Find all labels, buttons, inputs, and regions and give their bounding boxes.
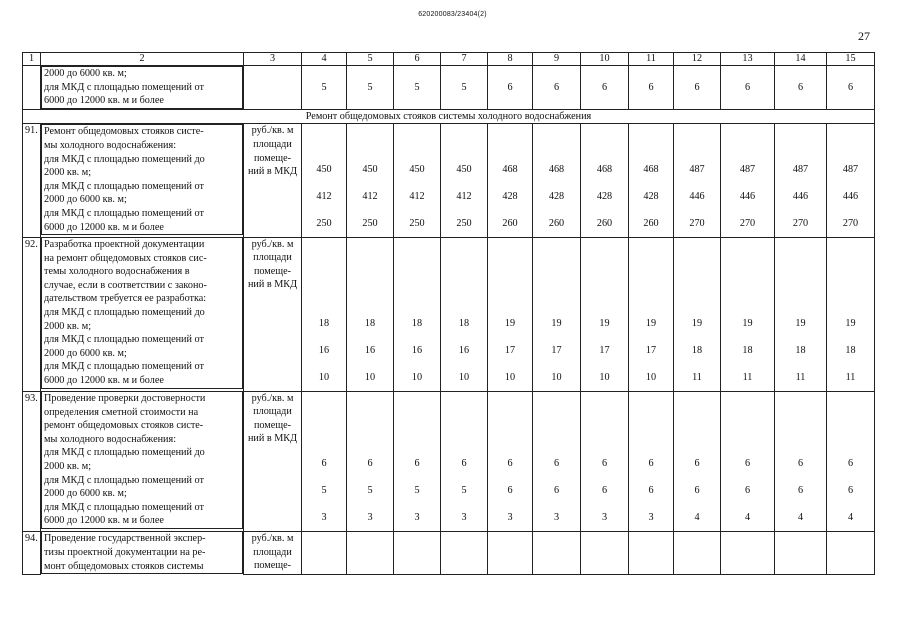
- text-line: для МКД с площадью помещений до: [44, 153, 205, 165]
- value: 428: [643, 190, 659, 202]
- value-cell: [533, 237, 581, 391]
- value: 11: [845, 371, 856, 383]
- value-cell: 6: [488, 66, 533, 110]
- value-cell: [629, 531, 674, 574]
- text-line: для МКД с площадью помещений от: [44, 334, 204, 346]
- column-header-8: 8: [488, 53, 533, 66]
- value-cell: [533, 391, 581, 531]
- row-number: 94.: [23, 531, 41, 574]
- text-line: руб./кв. м: [251, 392, 294, 404]
- value-cell: [488, 391, 533, 531]
- value-cell: [347, 391, 394, 531]
- text-line: Проведение проверки достоверности: [44, 393, 206, 405]
- value: 18: [691, 344, 703, 356]
- value: 6: [847, 484, 854, 496]
- value: 250: [409, 217, 425, 229]
- value: 10: [551, 371, 562, 383]
- value-cell: [533, 124, 581, 237]
- value: 3: [321, 511, 327, 523]
- value: 260: [596, 217, 613, 229]
- text-line: 6000 до 12000 кв. м и более: [44, 95, 164, 107]
- value: 17: [645, 344, 657, 356]
- row-unit: [244, 531, 302, 574]
- value: 6: [744, 484, 751, 496]
- text-line: 2000 кв. м;: [44, 461, 92, 473]
- value: 6: [321, 457, 327, 469]
- text-line: на ремонт общедомовых стояков сис-: [44, 252, 207, 264]
- text-line: руб./кв. м: [251, 532, 294, 544]
- row-description: [41, 531, 243, 574]
- value: 270: [792, 217, 809, 229]
- row-number: [23, 66, 41, 110]
- value: 4: [797, 511, 804, 523]
- value: 4: [847, 511, 854, 523]
- value-cell: 5: [394, 66, 441, 110]
- value: 18: [845, 344, 856, 356]
- text-line: Разработка проектной документации: [44, 239, 205, 251]
- row-description: [41, 124, 243, 235]
- value-cell: [441, 124, 488, 237]
- row-number: 91.: [23, 124, 41, 237]
- value-cell: [581, 237, 629, 391]
- value-cell: [302, 391, 347, 531]
- value-cell: [581, 531, 629, 574]
- table-row-continuation: [23, 66, 875, 110]
- value-cell: [581, 124, 629, 237]
- value: 11: [795, 371, 806, 383]
- value: 11: [742, 371, 753, 383]
- value: 260: [502, 217, 518, 229]
- text-line: площади: [253, 252, 292, 264]
- text-line: площади: [253, 406, 292, 418]
- value: 250: [316, 217, 332, 229]
- column-header-15: 15: [827, 53, 875, 66]
- value: 5: [414, 484, 420, 496]
- row-description: [41, 66, 243, 109]
- text-line: для МКД с площадью помещений до: [44, 307, 205, 319]
- value-cell: 6: [581, 66, 629, 110]
- value-cell: [827, 531, 875, 574]
- row-unit: [244, 66, 302, 110]
- text-line: мы холодного водоснабжения:: [44, 433, 177, 445]
- value: 6: [461, 457, 467, 469]
- row-description: [41, 391, 243, 529]
- value: 270: [689, 217, 705, 229]
- text-line: ний в МКД: [247, 433, 298, 445]
- column-header-3: 3: [244, 53, 302, 66]
- text-line: помеще-: [253, 560, 292, 572]
- value-cell: [674, 391, 721, 531]
- value: 17: [599, 344, 610, 356]
- value: 5: [461, 484, 467, 496]
- value: 6: [797, 484, 804, 496]
- value-cell: 6: [674, 66, 721, 110]
- value-cell: 6: [629, 66, 674, 110]
- text-line: помеще-: [253, 419, 292, 431]
- value-cell: [488, 531, 533, 574]
- value-cell: [629, 237, 674, 391]
- value: 6: [694, 484, 700, 496]
- value: 5: [367, 484, 373, 496]
- value-cell: [629, 124, 674, 237]
- value: 18: [364, 317, 376, 329]
- value: 3: [601, 511, 608, 523]
- value: 6: [367, 457, 373, 469]
- value: 487: [689, 163, 705, 175]
- row-number: 93.: [23, 391, 41, 531]
- value: 6: [797, 457, 804, 469]
- value: 446: [792, 190, 809, 202]
- value: 18: [742, 344, 753, 356]
- value-cell: [441, 237, 488, 391]
- value: 446: [689, 190, 705, 202]
- table-row: [23, 237, 875, 391]
- value: 16: [458, 344, 470, 356]
- value: 17: [504, 344, 516, 356]
- value-cell: [441, 531, 488, 574]
- value: 6: [847, 457, 854, 469]
- value-cell: [775, 124, 827, 237]
- value: 19: [795, 317, 806, 329]
- value: 19: [645, 317, 657, 329]
- value: 10: [504, 371, 516, 383]
- value-cell: [533, 531, 581, 574]
- text-line: Ремонт общедомовых стояков систе-: [44, 126, 204, 138]
- value-cell: [721, 124, 775, 237]
- value: 6: [744, 457, 751, 469]
- text-line: 6000 до 12000 кв. м и более: [44, 515, 164, 527]
- value-cell: [827, 237, 875, 391]
- column-header-row: [23, 53, 875, 66]
- value: 450: [362, 163, 378, 175]
- table-row: [23, 531, 875, 574]
- value: 6: [648, 457, 654, 469]
- text-line: для МКД с площадью помещений до: [44, 447, 205, 459]
- column-header-10: 10: [581, 53, 629, 66]
- text-line: 6000 до 12000 кв. м и более: [44, 375, 164, 386]
- value-cell: [302, 237, 347, 391]
- value: 6: [507, 457, 513, 469]
- value: 260: [643, 217, 659, 229]
- value: 6: [601, 457, 608, 469]
- text-line: ний в МКД: [247, 166, 298, 178]
- value-cell: 6: [775, 66, 827, 110]
- value: 450: [409, 163, 425, 175]
- value: 487: [739, 163, 756, 175]
- column-header-11: 11: [629, 53, 674, 66]
- column-header-5: 5: [347, 53, 394, 66]
- value-cell: [347, 531, 394, 574]
- value: 428: [502, 190, 518, 202]
- value-cell: [347, 124, 394, 237]
- value: 250: [362, 217, 378, 229]
- column-header-2: 2: [41, 53, 244, 66]
- text-line: для МКД с площадью помещений от: [44, 474, 204, 486]
- value: 6: [414, 457, 420, 469]
- value: 19: [691, 317, 703, 329]
- value: 19: [551, 317, 562, 329]
- value: 4: [694, 511, 700, 523]
- page-number: 27: [858, 29, 870, 43]
- value: 412: [409, 190, 425, 202]
- row-unit: [244, 237, 302, 391]
- text-line: руб./кв. м: [251, 238, 294, 250]
- value: 18: [411, 317, 423, 329]
- tariff-table: [22, 52, 875, 575]
- value: 4: [744, 511, 751, 523]
- value: 18: [795, 344, 806, 356]
- text-line: для МКД с площадью помещений от: [44, 180, 204, 192]
- value-cell: 6: [721, 66, 775, 110]
- value-cell: [827, 124, 875, 237]
- text-line: площади: [253, 546, 292, 558]
- value: 17: [551, 344, 562, 356]
- value: 6: [648, 484, 654, 496]
- value-cell: 5: [302, 66, 347, 110]
- value: 6: [694, 457, 700, 469]
- value: 3: [367, 511, 373, 523]
- section-title: Ремонт общедомовых стояков системы холодного водоснабжения: [23, 109, 875, 124]
- column-header-7: 7: [441, 53, 488, 66]
- value: 16: [411, 344, 423, 356]
- value: 10: [458, 371, 470, 383]
- value: 428: [596, 190, 613, 202]
- text-line: для МКД с площадью помещений от: [44, 501, 204, 513]
- value: 446: [739, 190, 756, 202]
- table-row: [23, 124, 875, 237]
- value-cell: [488, 237, 533, 391]
- value-cell: [441, 391, 488, 531]
- value-cell: 5: [441, 66, 488, 110]
- text-line: ний в МКД: [247, 279, 298, 291]
- column-header-14: 14: [775, 53, 827, 66]
- text-line: Проведение государственной экспер-: [44, 533, 206, 545]
- value: 18: [458, 317, 470, 329]
- column-header-4: 4: [302, 53, 347, 66]
- value: 6: [553, 457, 560, 469]
- value: 10: [364, 371, 376, 383]
- value: 10: [599, 371, 610, 383]
- value: 3: [648, 511, 654, 523]
- value: 468: [596, 163, 613, 175]
- text-line: тизы проектной документации на ре-: [44, 547, 206, 559]
- value-cell: [775, 237, 827, 391]
- document-id: 620200083/23404(2): [418, 11, 487, 18]
- text-line: помеще-: [253, 152, 292, 164]
- value-cell: [488, 124, 533, 237]
- text-line: для МКД с площадью помещений от: [44, 361, 204, 373]
- value: 11: [692, 371, 702, 383]
- section-header-row: [23, 109, 875, 124]
- text-line: темы холодного водоснабжения в: [44, 266, 190, 278]
- table-row: [23, 391, 875, 531]
- value: 487: [792, 163, 809, 175]
- value: 250: [456, 217, 472, 229]
- value: 10: [645, 371, 657, 383]
- value: 3: [461, 511, 467, 523]
- value: 428: [548, 190, 565, 202]
- value-cell: [674, 531, 721, 574]
- text-line: дательством требуется ее разработка:: [44, 293, 207, 305]
- column-header-9: 9: [533, 53, 581, 66]
- value: 18: [318, 317, 330, 329]
- value: 468: [502, 163, 518, 175]
- value: 16: [318, 344, 330, 356]
- column-header-13: 13: [721, 53, 775, 66]
- value-cell: 5: [347, 66, 394, 110]
- text-line: помеще-: [253, 265, 292, 277]
- text-line: ремонт общедомовых стояков систе-: [44, 420, 204, 432]
- text-line: 2000 кв. м;: [44, 320, 92, 332]
- value: 468: [548, 163, 565, 175]
- value: 19: [845, 317, 856, 329]
- value: 6: [553, 484, 560, 496]
- text-line: 2000 до 6000 кв. м;: [44, 194, 127, 206]
- row-number: 92.: [23, 237, 41, 391]
- value-cell: [674, 124, 721, 237]
- value: 487: [842, 163, 859, 175]
- value: 260: [548, 217, 565, 229]
- text-line: 2000 до 6000 кв. м;: [44, 347, 127, 359]
- text-line: для МКД с площадью помещений от: [44, 81, 204, 93]
- value: 19: [504, 317, 516, 329]
- value-cell: [394, 237, 441, 391]
- value-cell: [394, 124, 441, 237]
- value-cell: [394, 531, 441, 574]
- text-line: 2000 кв. м;: [44, 167, 92, 179]
- value: 19: [742, 317, 753, 329]
- value: 16: [364, 344, 376, 356]
- text-line: площади: [253, 138, 292, 150]
- value: 412: [456, 190, 472, 202]
- text-line: мы холодного водоснабжения:: [44, 139, 177, 151]
- value-cell: 6: [533, 66, 581, 110]
- value: 5: [321, 484, 327, 496]
- value: 6: [601, 484, 608, 496]
- value-cell: [302, 124, 347, 237]
- text-line: для МКД с площадью помещений от: [44, 207, 204, 219]
- text-line: руб./кв. м: [251, 125, 294, 137]
- value: 270: [739, 217, 756, 229]
- value: 412: [316, 190, 332, 202]
- text-line: случае, если в соответствии с законо-: [44, 279, 207, 291]
- value: 3: [553, 511, 560, 523]
- text-line: монт общедомовых стояков системы: [44, 560, 204, 572]
- value: 450: [316, 163, 332, 175]
- text-line: 2000 до 6000 кв. м;: [44, 68, 127, 79]
- value: 19: [599, 317, 610, 329]
- column-header-6: 6: [394, 53, 441, 66]
- value-cell: [721, 531, 775, 574]
- value-cell: [721, 391, 775, 531]
- column-header-1: 1: [23, 53, 41, 66]
- value: 10: [318, 371, 330, 383]
- value-cell: [775, 391, 827, 531]
- text-line: определения сметной стоимости на: [44, 406, 199, 418]
- row-description: [41, 237, 243, 389]
- value-cell: [581, 391, 629, 531]
- value: 6: [507, 484, 513, 496]
- value-cell: [302, 531, 347, 574]
- row-unit: [244, 124, 302, 237]
- value: 3: [414, 511, 420, 523]
- value: 446: [842, 190, 859, 202]
- value-cell: [721, 237, 775, 391]
- text-line: 2000 до 6000 кв. м;: [44, 488, 127, 500]
- value-cell: [394, 391, 441, 531]
- value-cell: [674, 237, 721, 391]
- value-cell: [629, 391, 674, 531]
- value: 270: [842, 217, 859, 229]
- row-unit: [244, 391, 302, 531]
- value-cell: [827, 391, 875, 531]
- value: 468: [643, 163, 659, 175]
- value-cell: [347, 237, 394, 391]
- value: 412: [362, 190, 378, 202]
- value-cell: 6: [827, 66, 875, 110]
- column-header-12: 12: [674, 53, 721, 66]
- value-cell: [775, 531, 827, 574]
- value: 10: [411, 371, 423, 383]
- value: 3: [507, 511, 513, 523]
- value: 450: [456, 163, 472, 175]
- text-line: 6000 до 12000 кв. м и более: [44, 221, 164, 233]
